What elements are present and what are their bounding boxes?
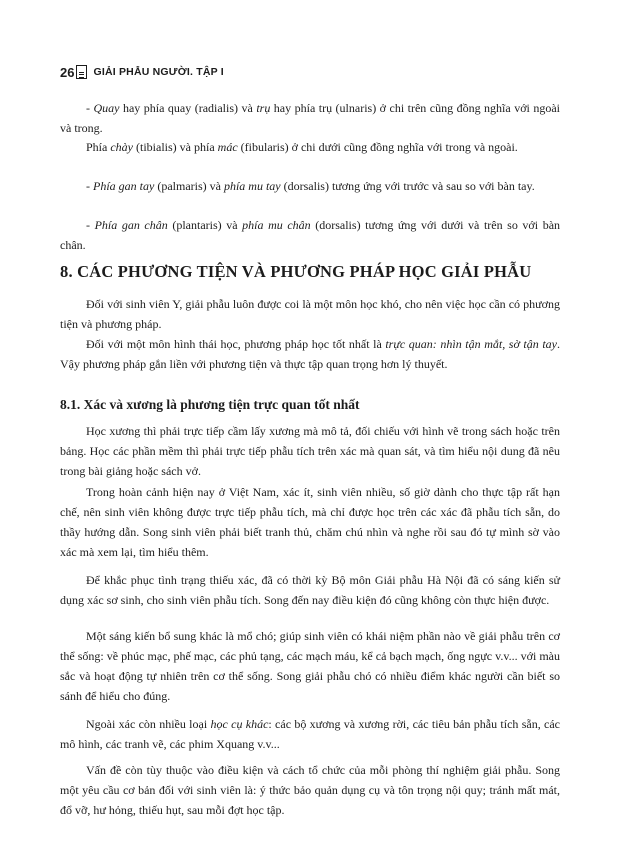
paragraph-quay-tru: - Quay hay phía quay (radialis) và trụ hay phía trụ (ulnaris) ở chi trên cũng đồng nghĩa với ngoài và trong. — [60, 101, 561, 135]
paragraph-gan-chan: - Phía gan chân (plantaris) và phía mu chân (dorsalis) tương ứng với dưới và trên so với bàn chân. — [60, 218, 561, 252]
paragraph-gan-tay: - Phía gan tay (palmaris) và phía mu tay (dorsalis) tương ứng với trước và sau so với bàn tay. — [86, 179, 535, 193]
subsection-heading: 8.1. Xác và xương là phương tiện trực quan tốt nhất — [60, 397, 360, 412]
paragraph-method: Đối với một môn hình thái học, phương pháp học tốt nhất là trực quan: nhìn tận mắt, sờ tận tay. Vậy phương pháp gắn liền với phương tiện và thực tập quan trọng hơn lý thuyết. — [60, 337, 560, 371]
paragraph-dog-dissection: Một sáng kiến bổ sung khác là mổ chó; giúp sinh viên có khái niệm phần nào về giải phẫu trên cơ thể sống: về phúc mạc, phế mạc, các phủ tạng, các mạch máu, kể cả bạch mạch, ống ngực v.v... với màu sắc và hoạt động tự nhiên trên cơ thể sống. Song giải phẫu chó có nhiều điểm khác người cần biết so sánh để hiểu cho đúng. — [60, 629, 560, 703]
book-title: GIẢI PHẪU NGƯỜI. TẬP I — [93, 66, 224, 78]
book-logo-icon — [76, 65, 87, 79]
paragraph-study-bones: Học xương thì phải trực tiếp cầm lấy xương mà mô tả, đối chiếu với hình vẽ trong sách hoặc trên bảng. Học các phần mềm thì phải trực tiếp phẫu tích trên xác mà quan sát, và tìm hiểu nội dung đã nêu trong bài giảng hoặc sách vở. — [60, 424, 560, 478]
paragraph-vietnam-situation: Trong hoàn cảnh hiện nay ở Việt Nam, xác ít, sinh viên nhiều, số giờ dành cho thực tập rất hạn chế, nên sinh viên không được trực tiếp phẫu tích, mà chỉ được học trên các xác đã phẫu tích sẵn, do thầy hướng dẫn. Song sinh viên phải biết tranh thủ, chăm chú nhìn và nghe rồi sau đó tự mình sờ vào xác mà xem lại, tìm hiểu thêm. — [60, 485, 560, 559]
paragraph-intro: Đối với sinh viên Y, giải phẫu luôn được coi là một môn học khó, cho nên việc học cần có phương tiện và phương pháp. — [60, 297, 560, 331]
paragraph-other-tools: Ngoài xác còn nhiều loại học cụ khác: các bộ xương và xương rời, các tiêu bản phẫu tích sẵn, các mô hình, các tranh vẽ, các phim Xquang v.v... — [60, 717, 561, 751]
paragraph-lab-rules: Vấn đề còn tùy thuộc vào điều kiện và cách tổ chức của mỗi phòng thí nghiệm giải phẫu. Song một yêu cầu cơ bản đối với sinh viên là: ý thức bảo quản dụng cụ và tôn trọng nội quy; tránh mất mát, đổ vỡ, hư hỏng, thiếu hụt, sau mỗi đợt học tập. — [60, 763, 560, 817]
paragraph-newborn-cadaver: Để khắc phục tình trạng thiếu xác, đã có thời kỳ Bộ môn Giải phẫu Hà Nội đã có sáng kiến sử dụng xác sơ sinh, cho sinh viên phẫu tích. Song đến nay điều kiện đó cũng không còn thực hiện được. — [60, 573, 560, 607]
running-header — [60, 64, 224, 80]
paragraph-chay-mac: Phía chày (tibialis) và phía mác (fibularis) ở chi dưới cũng đồng nghĩa với trong và ngoài. — [86, 140, 518, 154]
section-heading: 8. CÁC PHƯƠNG TIỆN VÀ PHƯƠNG PHÁP HỌC GIẢI PHẪU — [60, 262, 532, 281]
page-number: 26 — [60, 64, 75, 80]
